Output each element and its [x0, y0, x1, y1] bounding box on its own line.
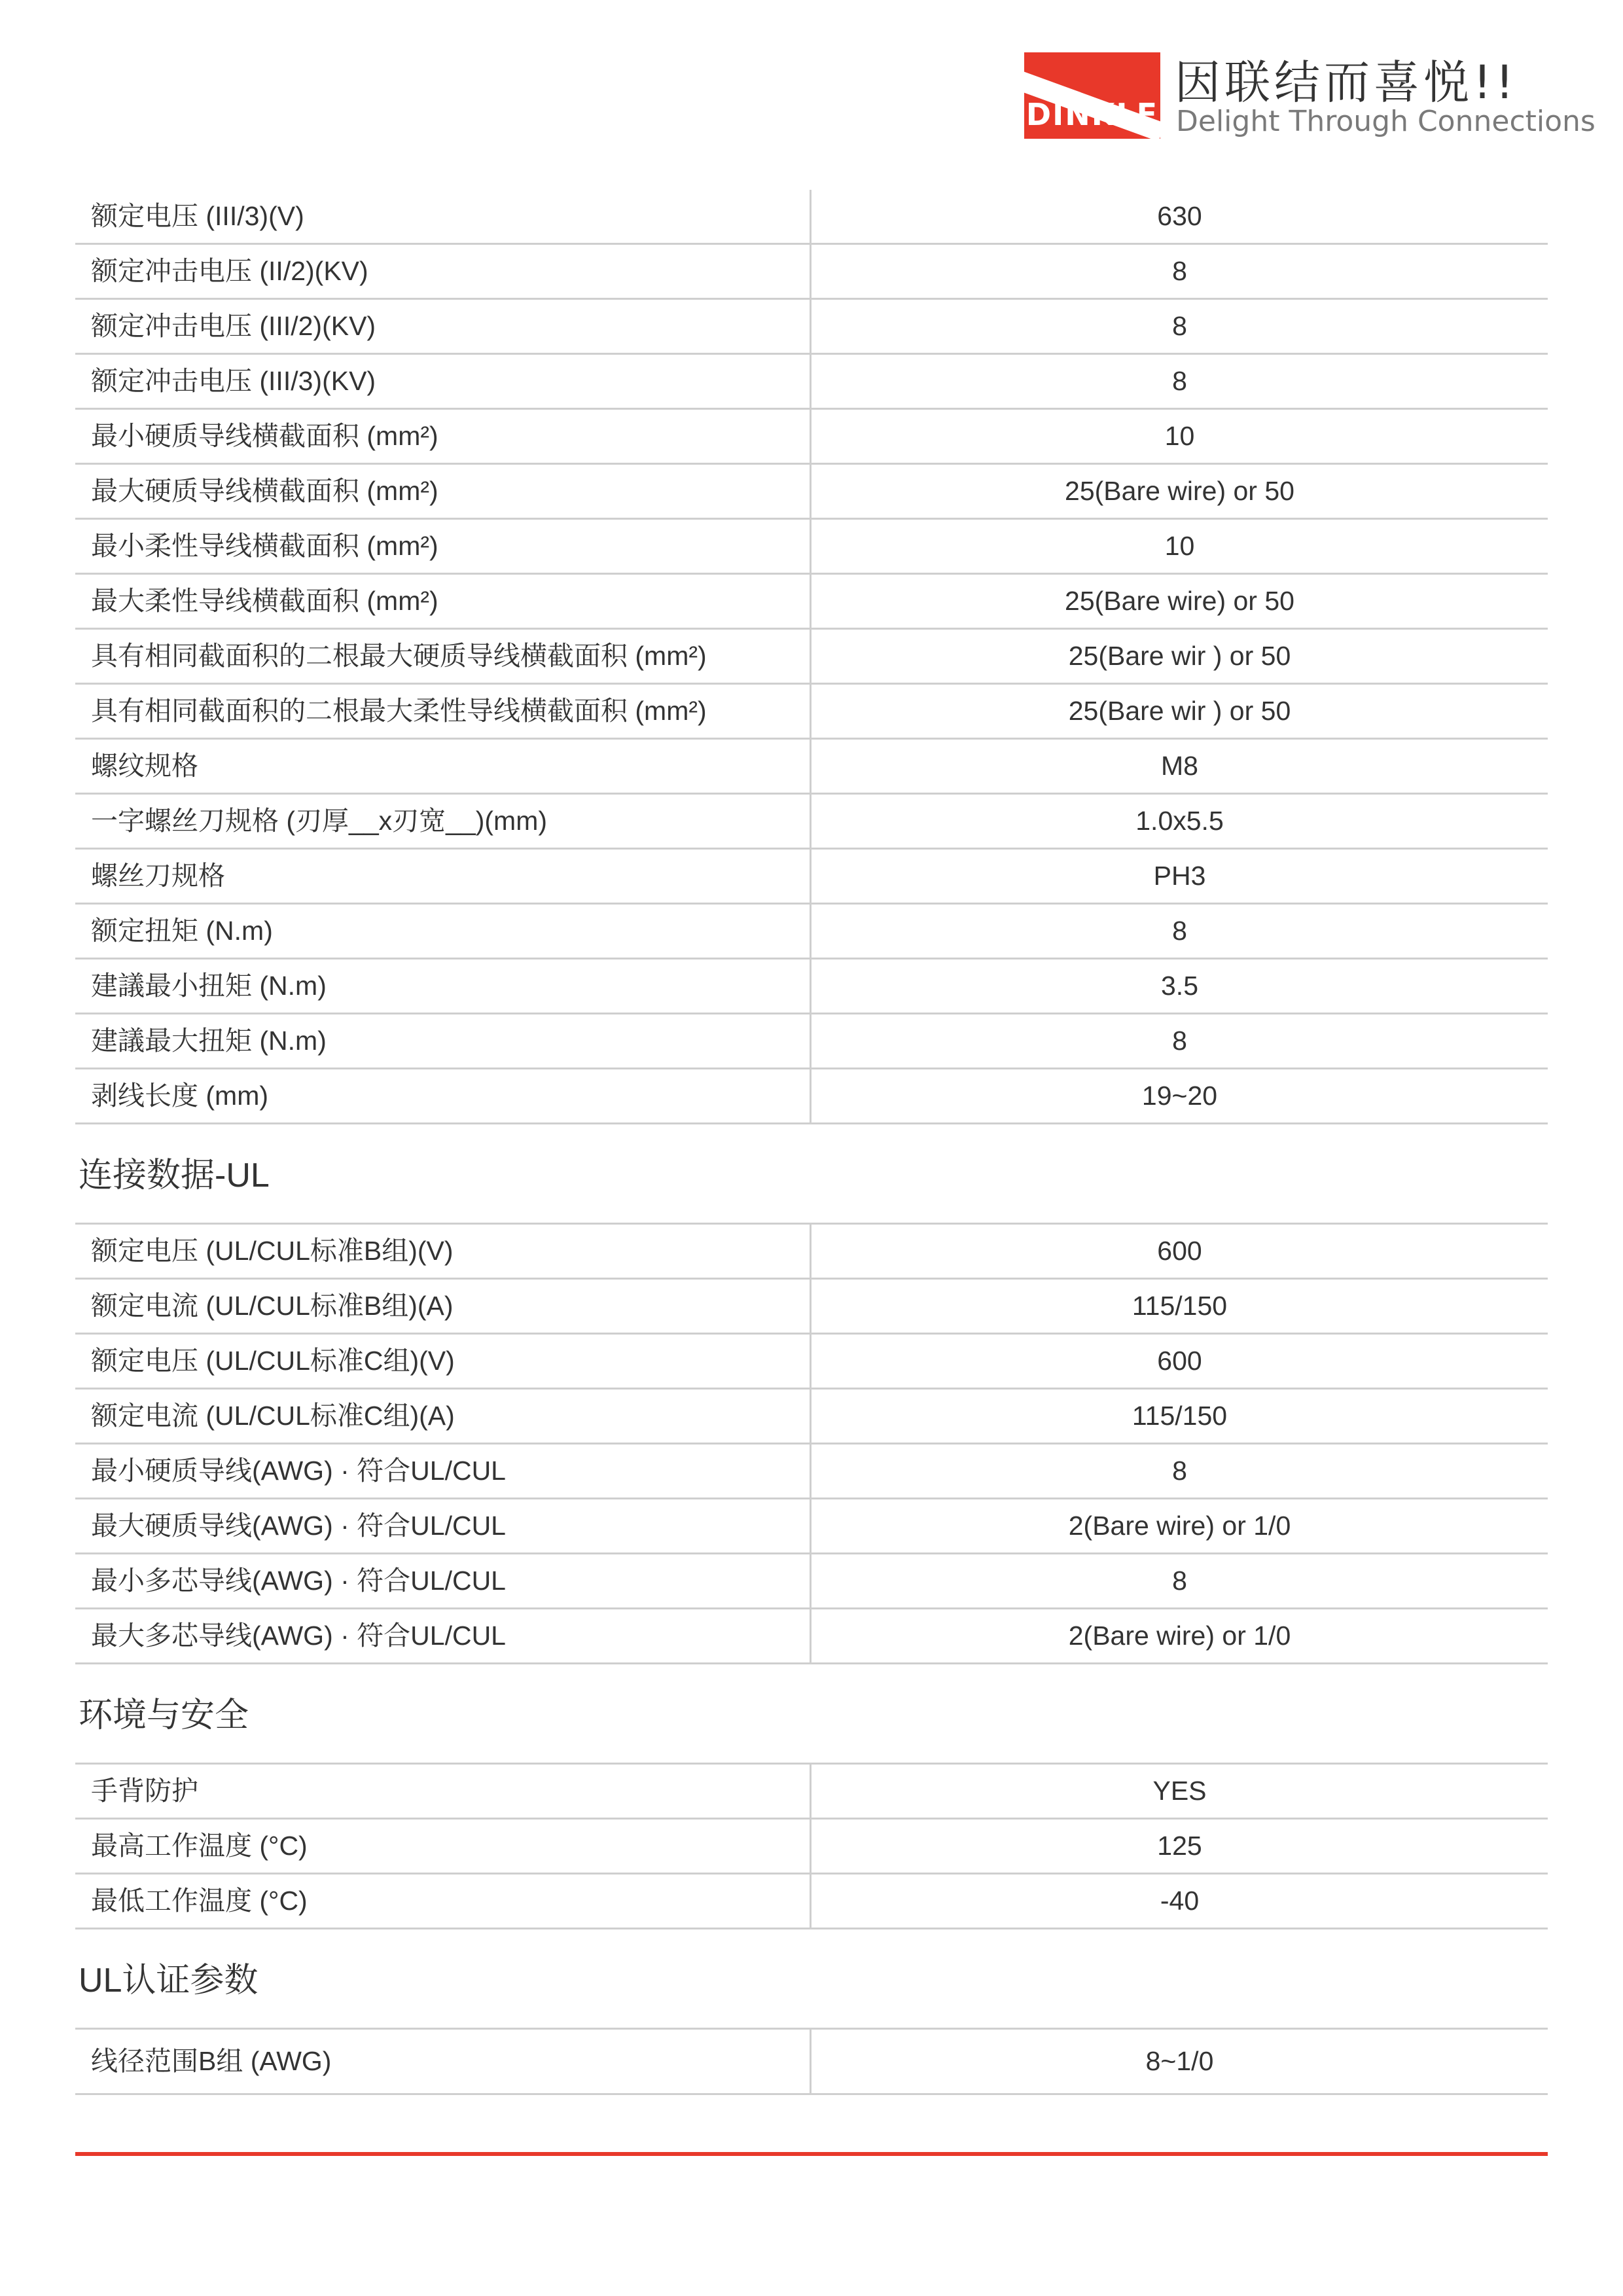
spec-value: 115/150: [1132, 1401, 1228, 1431]
table-row: [75, 905, 1548, 960]
table-row: [75, 630, 1548, 685]
dinkle-logo: [1024, 41, 1160, 139]
table-row: [75, 1874, 1548, 1929]
table-row: [75, 465, 1548, 520]
spec-label: 最大硬质导线(AWG) · 符合UL/CUL: [75, 1499, 812, 1552]
spec-label: 最小硬质导线横截面积 (mm²): [75, 410, 812, 463]
spec-label: 额定冲击电压 (II/2)(KV): [75, 245, 812, 298]
spec-value: 8: [1172, 916, 1187, 946]
section-title-ul-certification: UL认证参数: [79, 1962, 259, 2000]
spec-label: 螺丝刀规格: [75, 850, 812, 903]
spec-label: 额定电流 (UL/CUL标准B组)(A): [75, 1280, 812, 1333]
spec-label: 建議最小扭矩 (N.m): [75, 960, 812, 1013]
spec-value: 3.5: [1161, 971, 1198, 1001]
spec-value: -40: [1160, 1886, 1200, 1916]
spec-label: 最小多芯导线(AWG) · 符合UL/CUL: [75, 1554, 812, 1607]
spec-table-ul-certification: [75, 2028, 1548, 2095]
spec-label: 最小硬质导线(AWG) · 符合UL/CUL: [75, 1444, 812, 1498]
table-row: [75, 1390, 1548, 1444]
footer-rule: [75, 2152, 1548, 2156]
table-row: [75, 795, 1548, 850]
spec-value: 600: [1157, 1236, 1202, 1266]
spec-label: 最大柔性导线横截面积 (mm²): [75, 575, 812, 628]
spec-table-electrical: [75, 190, 1548, 1124]
table-row: [75, 520, 1548, 575]
spec-value: 630: [1157, 201, 1202, 231]
spec-value: 8: [1172, 1456, 1187, 1486]
spec-value: 8~1/0: [1145, 2046, 1214, 2076]
table-row: [75, 2030, 1548, 2095]
spec-value: 8: [1172, 1026, 1187, 1056]
spec-label: 额定扭矩 (N.m): [75, 905, 812, 958]
table-row: [75, 960, 1548, 1014]
spec-value: 25(Bare wir ) or 50: [1068, 696, 1291, 726]
spec-table-ul-connection: [75, 1223, 1548, 1664]
spec-label: 线径范围B组 (AWG): [75, 2030, 812, 2093]
table-row: [75, 1225, 1548, 1280]
spec-label: 最大硬质导线横截面积 (mm²): [75, 465, 812, 518]
spec-label: 具有相同截面积的二根最大柔性导线横截面积 (mm²): [75, 685, 812, 738]
spec-value: 115/150: [1132, 1291, 1228, 1321]
section-title-environment-safety: 环境与安全: [79, 1696, 249, 1734]
spec-label: 最大多芯导线(AWG) · 符合UL/CUL: [75, 1609, 812, 1662]
table-row: [75, 575, 1548, 630]
spec-value: 1.0x5.5: [1135, 806, 1224, 836]
spec-label: 最小柔性导线横截面积 (mm²): [75, 520, 812, 573]
table-row: [75, 1069, 1548, 1124]
section-title-ul-connection: 连接数据-UL: [79, 1157, 270, 1194]
spec-value: YES: [1152, 1776, 1207, 1806]
spec-label: 最低工作温度 (°C): [75, 1874, 812, 1928]
table-row: [75, 1609, 1548, 1664]
table-row: [75, 245, 1548, 300]
spec-label: 剥线长度 (mm): [75, 1069, 812, 1122]
table-row: [75, 1554, 1548, 1609]
spec-label: 建議最大扭矩 (N.m): [75, 1014, 812, 1067]
spec-value: 8: [1172, 311, 1187, 341]
table-row: [75, 300, 1548, 355]
logo-band: [1024, 41, 1160, 52]
spec-value: 10: [1164, 421, 1195, 451]
spec-value: M8: [1161, 751, 1198, 781]
table-row: [75, 740, 1548, 795]
spec-value: 125: [1157, 1831, 1202, 1861]
spec-value: 8: [1172, 366, 1187, 396]
page-header: [1024, 41, 1596, 142]
spec-value: 600: [1157, 1346, 1202, 1376]
spec-label: 最高工作温度 (°C): [75, 1820, 812, 1873]
spec-value: 10: [1164, 531, 1195, 561]
spec-value: 25(Bare wir ) or 50: [1068, 641, 1291, 671]
spec-value: 19~20: [1141, 1081, 1218, 1111]
slogan-english: Delight Through Connections: [1176, 105, 1596, 138]
logo-text: DINKLE: [1026, 97, 1159, 132]
slogan-chinese: 因联结而喜悦!!: [1175, 56, 1518, 109]
spec-label: 手背防护: [75, 1765, 812, 1818]
spec-content: [75, 190, 1548, 2095]
table-row: [75, 1765, 1548, 1820]
spec-label: 额定电压 (III/3)(V): [75, 190, 812, 243]
table-row: [75, 1444, 1548, 1499]
table-row: [75, 1280, 1548, 1335]
table-row: [75, 355, 1548, 410]
spec-label: 额定电压 (UL/CUL标准B组)(V): [75, 1225, 812, 1278]
spec-value: PH3: [1153, 861, 1206, 891]
spec-label: 额定电流 (UL/CUL标准C组)(A): [75, 1390, 812, 1443]
spec-label: 一字螺丝刀规格 (刃厚__x刃宽__)(mm): [75, 795, 812, 848]
spec-label: 具有相同截面积的二根最大硬质导线横截面积 (mm²): [75, 630, 812, 683]
spec-value: 8: [1172, 1566, 1187, 1596]
spec-value: 2(Bare wire) or 1/0: [1068, 1621, 1291, 1651]
table-row: [75, 1335, 1548, 1390]
spec-value: 2(Bare wire) or 1/0: [1068, 1511, 1291, 1541]
spec-label: 额定冲击电压 (III/3)(KV): [75, 355, 812, 408]
table-row: [75, 1499, 1548, 1554]
spec-value: 25(Bare wire) or 50: [1065, 476, 1294, 506]
table-row: [75, 190, 1548, 245]
spec-value: 25(Bare wire) or 50: [1065, 586, 1294, 616]
spec-label: 螺纹规格: [75, 740, 812, 793]
spec-label: 额定冲击电压 (III/2)(KV): [75, 300, 812, 353]
spec-table-environment-safety: [75, 1763, 1548, 1929]
table-row: [75, 1820, 1548, 1874]
spec-value: 8: [1172, 256, 1187, 286]
table-row: [75, 850, 1548, 905]
table-row: [75, 685, 1548, 740]
table-row: [75, 410, 1548, 465]
table-row: [75, 1014, 1548, 1069]
spec-label: 额定电压 (UL/CUL标准C组)(V): [75, 1335, 812, 1388]
